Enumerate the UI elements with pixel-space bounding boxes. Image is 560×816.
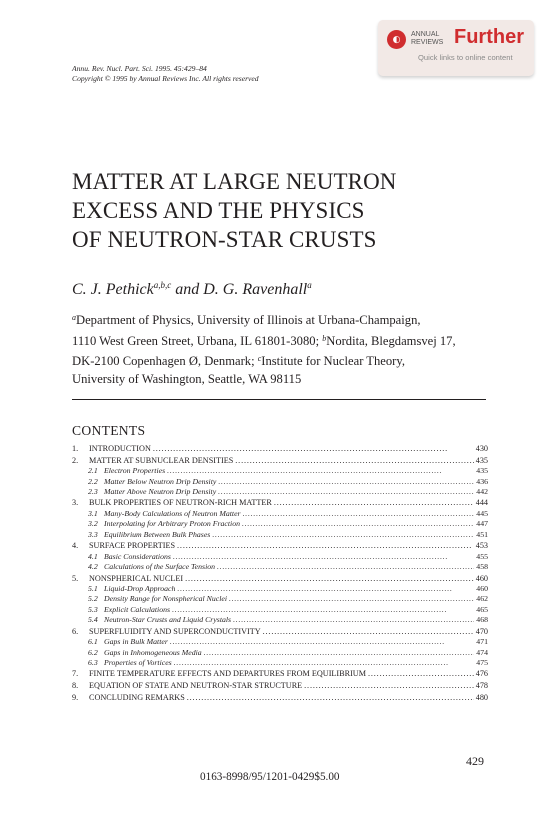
toc-label: NONSPHERICAL NUCLEI xyxy=(89,573,184,583)
toc-page: 460 xyxy=(476,584,488,594)
citation-line-2: Copyright © 1995 by Annual Reviews Inc. All rights reserved xyxy=(72,74,259,83)
toc-subsection-row[interactable] xyxy=(72,615,488,625)
toc-page: 435 xyxy=(476,466,488,476)
toc-number: 5. xyxy=(72,573,79,583)
toc-section-row[interactable] xyxy=(72,455,488,467)
table-of-contents xyxy=(72,443,488,703)
issn-code: 0163-8998/95/1201-0429$5.00 xyxy=(200,771,340,783)
toc-subsection-row[interactable] xyxy=(72,509,488,519)
article-title xyxy=(72,167,397,254)
toc-subsection-row[interactable] xyxy=(72,562,488,572)
toc-label: BULK PROPERTIES OF NEUTRON-RICH MATTER xyxy=(89,498,272,508)
affiliations xyxy=(72,309,502,388)
annual-reviews-wordmark xyxy=(411,31,451,47)
toc-leader-dots xyxy=(218,487,474,497)
toc-number: 3. xyxy=(72,498,79,508)
affil-b-mark: b xyxy=(322,333,327,343)
toc-subsection-row[interactable] xyxy=(72,530,488,540)
affiliation-line-4: University of Washington, Seattle, WA 98115 xyxy=(72,371,302,386)
toc-label: Density Range for Nonspherical Nuclei xyxy=(104,594,227,604)
author-line xyxy=(72,280,312,299)
toc-leader-dots xyxy=(274,497,474,509)
toc-subsection-row[interactable] xyxy=(72,487,488,497)
toc-leader-dots xyxy=(177,584,474,594)
toc-page: 453 xyxy=(475,541,488,551)
toc-label: SURFACE PROPERTIES xyxy=(89,541,176,551)
toc-leader-dots xyxy=(233,615,474,625)
toc-leader-dots xyxy=(243,509,475,519)
toc-number: 4.1 xyxy=(88,551,98,561)
toc-leader-dots xyxy=(172,605,474,615)
citation-line-1: Annu. Rev. Nucl. Part. Sci. 1995. 45:429–84 xyxy=(72,64,207,73)
page-number: 429 xyxy=(466,754,484,768)
toc-page: 442 xyxy=(476,486,488,496)
toc-number: 7. xyxy=(72,669,79,679)
toc-section-row[interactable] xyxy=(72,626,488,638)
toc-number: 3.2 xyxy=(88,519,98,529)
toc-page: 476 xyxy=(475,669,488,679)
toc-section-row[interactable] xyxy=(72,540,488,552)
toc-leader-dots xyxy=(187,692,474,704)
affiliation-line-1 xyxy=(72,309,502,330)
toc-page: 444 xyxy=(475,498,488,508)
toc-number: 4.2 xyxy=(88,562,98,572)
toc-page: 430 xyxy=(475,444,488,453)
affil-a-mark: a xyxy=(72,313,76,322)
toc-page: 455 xyxy=(476,551,488,561)
toc-subsection-row[interactable] xyxy=(72,466,488,476)
affil-b-address: DK-2100 Copenhagen Ø, Denmark; xyxy=(72,354,258,368)
toc-number: 3.3 xyxy=(88,529,98,539)
toc-section-row[interactable] xyxy=(72,497,488,509)
toc-leader-dots xyxy=(177,540,474,552)
toc-leader-dots xyxy=(368,668,474,680)
toc-leader-dots xyxy=(218,477,474,487)
toc-number: 5.4 xyxy=(88,615,98,625)
toc-leader-dots xyxy=(170,637,474,647)
toc-page: 445 xyxy=(476,508,488,518)
toc-number: 9. xyxy=(72,692,79,702)
toc-label: Matter Below Neutron Drip Density xyxy=(104,476,217,486)
toc-leader-dots xyxy=(212,530,474,540)
toc-section-row[interactable] xyxy=(72,668,488,680)
toc-leader-dots xyxy=(304,680,474,692)
toc-subsection-row[interactable] xyxy=(72,477,488,487)
toc-label: Explicit Calculations xyxy=(104,604,171,614)
toc-leader-dots xyxy=(185,573,474,585)
toc-number: 2.1 xyxy=(88,466,98,476)
toc-section-row[interactable] xyxy=(72,443,488,455)
toc-label: Liquid-Drop Approach xyxy=(104,584,176,594)
toc-label: FINITE TEMPERATURE EFFECTS AND DEPARTURES FROM EQUILIBRIUM xyxy=(89,669,366,679)
author-1-affil-marks: a,b,c xyxy=(153,280,172,290)
toc-leader-dots xyxy=(229,594,474,604)
toc-label: CONCLUDING REMARKS xyxy=(89,692,185,702)
toc-label: Neutron-Star Crusts and Liquid Crystals xyxy=(104,615,232,625)
toc-leader-dots xyxy=(204,648,475,658)
toc-page: 468 xyxy=(476,615,488,625)
toc-number: 3.1 xyxy=(88,508,98,518)
toc-page: 458 xyxy=(476,562,488,572)
affil-a-address: 1110 West Green Street, Urbana, IL 61801-3080; xyxy=(72,333,323,348)
toc-page: 478 xyxy=(475,681,488,691)
toc-page: 474 xyxy=(476,647,488,657)
toc-page: 465 xyxy=(476,604,488,614)
toc-subsection-row[interactable] xyxy=(72,594,488,604)
author-1: C. J. Pethick xyxy=(72,281,154,298)
toc-page: 451 xyxy=(476,529,488,539)
title-line-1: MATTER AT LARGE NEUTRON xyxy=(72,169,397,194)
toc-section-row[interactable] xyxy=(72,680,488,692)
toc-number: 6.3 xyxy=(88,658,98,668)
toc-page: 471 xyxy=(476,637,488,647)
affiliation-line-2 xyxy=(72,330,502,351)
toc-page: 462 xyxy=(476,594,488,604)
toc-label: Properties of Vortices xyxy=(104,658,172,668)
toc-label: Gaps in Inhomogeneous Media xyxy=(104,647,202,657)
affil-c-text: Institute for Nuclear Theory, xyxy=(261,354,406,368)
journal-citation xyxy=(72,64,259,84)
toc-number: 6. xyxy=(72,626,79,636)
toc-page: 436 xyxy=(476,476,488,486)
toc-number: 2. xyxy=(72,455,79,465)
affil-c-mark: c xyxy=(257,354,262,363)
toc-label: Matter Above Neutron Drip Density xyxy=(104,486,217,496)
toc-number: 5.3 xyxy=(88,604,98,614)
toc-page: 470 xyxy=(475,626,488,636)
toc-section-row[interactable] xyxy=(72,573,488,585)
toc-subsection-row[interactable] xyxy=(72,637,488,647)
section-divider xyxy=(72,399,486,400)
affiliation-line-3 xyxy=(72,350,502,371)
toc-label: Calculations of the Surface Tension xyxy=(104,562,216,572)
further-badge[interactable] xyxy=(378,20,534,76)
toc-leader-dots xyxy=(153,443,474,455)
toc-page: 480 xyxy=(475,692,488,702)
toc-label: SUPERFLUIDITY AND SUPERCONDUCTIVITY xyxy=(89,626,261,636)
toc-label: MATTER AT SUBNUCLEAR DENSITIES xyxy=(89,455,234,465)
toc-label: Basic Considerations xyxy=(104,551,171,561)
toc-label: Equilibrium Between Bulk Phases xyxy=(104,529,211,539)
reviews-label: REVIEWS xyxy=(411,39,444,46)
toc-number: 6.2 xyxy=(88,647,98,657)
title-line-2: EXCESS AND THE PHYSICS xyxy=(72,198,365,223)
toc-page: 447 xyxy=(476,519,488,529)
toc-number: 5.2 xyxy=(88,594,98,604)
toc-page: 435 xyxy=(475,455,488,465)
toc-leader-dots xyxy=(174,658,475,668)
title-line-3: OF NEUTRON-STAR CRUSTS xyxy=(72,227,377,252)
contents-heading: CONTENTS xyxy=(72,423,146,438)
toc-leader-dots xyxy=(263,626,474,638)
toc-label: EQUATION OF STATE AND NEUTRON-STAR STRUCTURE xyxy=(89,681,303,691)
toc-label: Electron Properties xyxy=(104,466,166,476)
toc-number: 2.2 xyxy=(88,476,98,486)
toc-label: INTRODUCTION xyxy=(89,444,151,453)
toc-subsection-row[interactable] xyxy=(72,584,488,594)
toc-number: 8. xyxy=(72,681,79,691)
toc-subsection-row[interactable] xyxy=(72,605,488,615)
annual-reviews-logo-icon: ◐ xyxy=(387,30,406,49)
toc-leader-dots xyxy=(217,562,474,572)
toc-leader-dots xyxy=(173,552,474,562)
toc-number: 5.1 xyxy=(88,584,98,594)
toc-subsection-row[interactable] xyxy=(72,519,488,529)
quick-links-label[interactable]: Quick links to online content xyxy=(418,53,513,62)
toc-subsection-row[interactable] xyxy=(72,552,488,562)
affil-a-text: Department of Physics, University of Illinois at Urbana-Champaign, xyxy=(76,313,421,327)
toc-section-row[interactable] xyxy=(72,692,488,704)
toc-number: 6.1 xyxy=(88,637,98,647)
toc-page: 460 xyxy=(475,573,488,583)
toc-leader-dots xyxy=(167,466,474,476)
annual-label: ANNUAL xyxy=(411,31,440,38)
toc-label: Gaps in Bulk Matter xyxy=(104,637,168,647)
affil-b-text: Nordita, Blegdamsvej 17, xyxy=(326,333,456,348)
toc-subsection-row[interactable] xyxy=(72,658,488,668)
toc-number: 1. xyxy=(72,444,79,453)
toc-leader-dots xyxy=(235,455,473,467)
toc-label: Interpolating for Arbitrary Proton Fraction xyxy=(104,519,241,529)
toc-leader-dots xyxy=(242,519,474,529)
toc-page: 475 xyxy=(476,658,488,668)
author-2-affil-marks: a xyxy=(307,280,312,290)
author-conjunction: and xyxy=(171,281,204,298)
further-label[interactable]: Further xyxy=(454,26,524,48)
toc-number: 4. xyxy=(72,541,79,551)
toc-label: Many-Body Calculations of Neutron Matter xyxy=(104,508,241,518)
toc-number: 2.3 xyxy=(88,486,98,496)
toc-subsection-row[interactable] xyxy=(72,648,488,658)
author-2: D. G. Ravenhall xyxy=(203,281,308,298)
